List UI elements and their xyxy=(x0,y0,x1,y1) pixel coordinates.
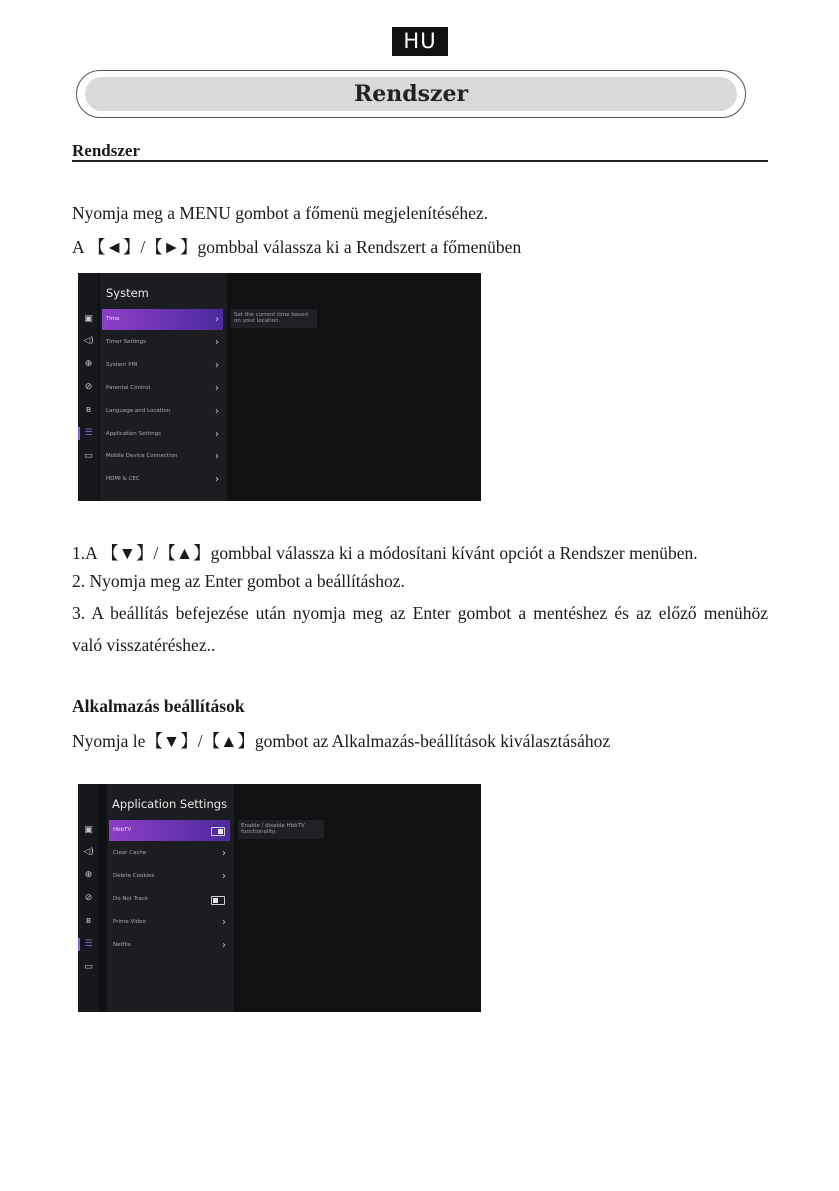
intro-line-2: A 【◄】/【►】gombbal válassza ki a Rendszert a főmenüben xyxy=(72,237,522,257)
menu-item-netflix[interactable]: Netflix › xyxy=(109,935,230,956)
chevron-right-icon: › xyxy=(222,871,226,882)
chevron-right-icon: › xyxy=(215,429,219,440)
chevron-right-icon: › xyxy=(215,383,219,394)
application-settings-screenshot xyxy=(78,784,481,1012)
sound-icon: ◁) xyxy=(83,847,94,857)
tv-menu-panel xyxy=(107,784,234,1012)
tv-info-tooltip: Set the current time based on your location. xyxy=(231,309,317,328)
app-settings-heading: Alkalmazás beállítások xyxy=(72,696,245,716)
picture-icon: ▣ xyxy=(84,825,93,835)
chevron-right-icon: › xyxy=(215,406,219,417)
chevron-right-icon: › xyxy=(215,360,219,371)
chevron-right-icon: › xyxy=(215,337,219,348)
bluetooth-icon: ʙ xyxy=(85,916,92,926)
parental-icon: ⊘ xyxy=(84,893,93,903)
language-badge: HU xyxy=(392,27,448,56)
tv-sidebar xyxy=(78,273,98,501)
support-icon: ▭ xyxy=(84,962,93,972)
sound-icon: ◁) xyxy=(83,336,94,346)
menu-item-language-location[interactable]: Language and Location › xyxy=(102,401,223,422)
system-settings-icon: ☰ xyxy=(84,428,93,438)
section-heading: Rendszer xyxy=(72,141,140,160)
chevron-right-icon: › xyxy=(222,940,226,951)
menu-item-parental-control[interactable]: Parental Control › xyxy=(102,378,223,399)
tv-menu-title: System xyxy=(106,286,149,300)
chevron-right-icon: › xyxy=(215,314,219,325)
intro-line-1: Nyomja meg a MENU gombot a főmenü megjelenítéséhez. xyxy=(72,203,488,223)
chevron-right-icon: › xyxy=(222,917,226,928)
toggle-switch[interactable] xyxy=(211,827,225,836)
network-icon: ⊕ xyxy=(84,870,93,880)
app-settings-intro: Nyomja le【▼】/【▲】gombot az Alkalmazás-beállítások kiválasztásához xyxy=(72,731,611,751)
menu-item-time[interactable]: Time › xyxy=(102,309,223,330)
menu-item-timer-settings[interactable]: Timer Settings › xyxy=(102,332,223,353)
picture-icon: ▣ xyxy=(84,314,93,324)
support-icon: ▭ xyxy=(84,451,93,461)
menu-item-delete-cookies[interactable]: Delete Cookies › xyxy=(109,866,230,887)
toggle-switch[interactable] xyxy=(211,896,225,905)
menu-item-mobile-device-connection[interactable]: Mobile Device Connection › xyxy=(102,446,223,467)
tv-info-tooltip: Enable / disable HbbTV functionality. xyxy=(238,820,324,839)
page-title-frame xyxy=(76,70,746,118)
chevron-right-icon: › xyxy=(215,451,219,462)
tv-menu-title: Application Settings xyxy=(112,797,228,811)
step-2: 2. Nyomja meg az Enter gombot a beállításhoz. xyxy=(72,571,405,591)
menu-item-application-settings[interactable]: Application Settings › xyxy=(102,424,223,445)
menu-item-clear-cache[interactable]: Clear Cache › xyxy=(109,843,230,864)
menu-item-hbbtv[interactable]: HbbTV xyxy=(109,820,230,841)
section-divider xyxy=(72,160,768,162)
menu-item-hdmi-cec[interactable]: HDMI & CEC › xyxy=(102,469,223,490)
menu-item-do-not-track[interactable]: Do Not Track xyxy=(109,889,230,910)
step-1: 1.A 【▼】/【▲】gombbal válassza ki a módosítani kívánt opciót a Rendszer menüben. xyxy=(72,543,698,563)
active-marker xyxy=(78,938,80,951)
step-3-continued: való visszatéréshez.. xyxy=(72,635,216,655)
bluetooth-icon: ʙ xyxy=(85,405,92,415)
active-marker xyxy=(78,427,80,440)
step-3: 3. A beállítás befejezése után nyomja meg az Enter gombot a mentéshez és az előző menühöz xyxy=(72,603,768,623)
tv-sidebar xyxy=(78,784,98,1012)
network-icon: ⊕ xyxy=(84,359,93,369)
menu-item-system-pin[interactable]: System PIN › xyxy=(102,355,223,376)
tv-menu-panel xyxy=(100,273,227,501)
parental-icon: ⊘ xyxy=(84,382,93,392)
page-title: Rendszer xyxy=(85,77,737,111)
chevron-right-icon: › xyxy=(222,848,226,859)
menu-item-prime-video[interactable]: Prime Video › xyxy=(109,912,230,933)
chevron-right-icon: › xyxy=(215,474,219,485)
system-settings-icon: ☰ xyxy=(84,939,93,949)
system-menu-screenshot xyxy=(78,273,481,501)
